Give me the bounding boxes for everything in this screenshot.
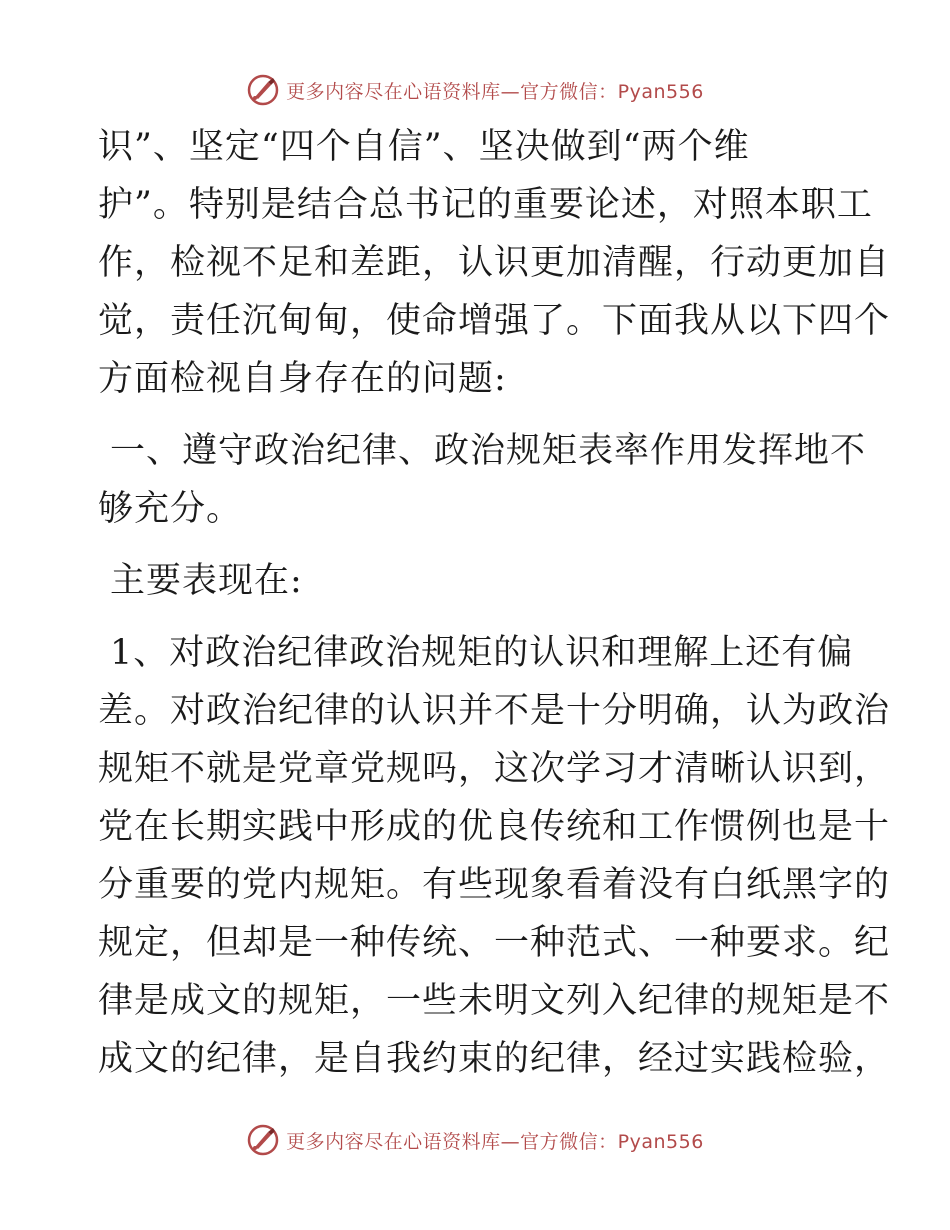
paragraph-line: 规定，但却是一种传统、一种范式、一种要求。纪 xyxy=(98,923,891,963)
watermark-text: 更多内容尽在心语资料库—官方微信：Pyan556 xyxy=(286,1130,704,1153)
paragraph-line: 党在长期实践中形成的优良传统和工作惯例也是十 xyxy=(98,807,891,847)
section-heading-line: 一、遵守政治纪律、政治规矩表率作用发挥地不 xyxy=(110,431,867,471)
paragraph-line: 作，检视不足和差距，认识更加清醒，行动更加自 xyxy=(98,243,891,283)
paragraph-line: 护”。特别是结合总书记的重要论述，对照本职工 xyxy=(98,185,873,225)
paragraph-line: 1、对政治纪律政治规矩的认识和理解上还有偏 xyxy=(110,633,854,673)
subheading-line: 主要表现在: xyxy=(110,561,303,601)
paragraph-line: 分重要的党内规矩。有些现象看着没有白纸黑字的 xyxy=(98,865,891,905)
paragraph-line: 成文的纪律，是自我约束的纪律，经过实践检验， xyxy=(98,1039,891,1079)
paragraph-line: 方面检视自身存在的问题: xyxy=(98,359,507,399)
watermark-text: 更多内容尽在心语资料库—官方微信：Pyan556 xyxy=(286,80,704,103)
section-heading-line: 够充分。 xyxy=(98,489,243,529)
paragraph-line: 差。对政治纪律的认识并不是十分明确，认为政治 xyxy=(98,691,891,731)
paragraph-line: 规矩不就是党章党规吗，这次学习才清晰认识到， xyxy=(98,749,891,789)
paragraph-line: 律是成文的规矩，一些未明文列入纪律的规矩是不 xyxy=(98,981,891,1021)
brush-pen-logo-icon xyxy=(246,73,280,107)
paragraph-line: 识”、坚定“四个自信”、坚决做到“两个维 xyxy=(98,127,750,167)
header-watermark xyxy=(0,70,950,110)
paragraph-line: 觉，责任沉甸甸，使命增强了。下面我从以下四个 xyxy=(98,301,891,341)
brush-pen-logo-icon xyxy=(246,1123,280,1157)
document-body xyxy=(98,118,891,1088)
footer-watermark xyxy=(0,1120,950,1160)
